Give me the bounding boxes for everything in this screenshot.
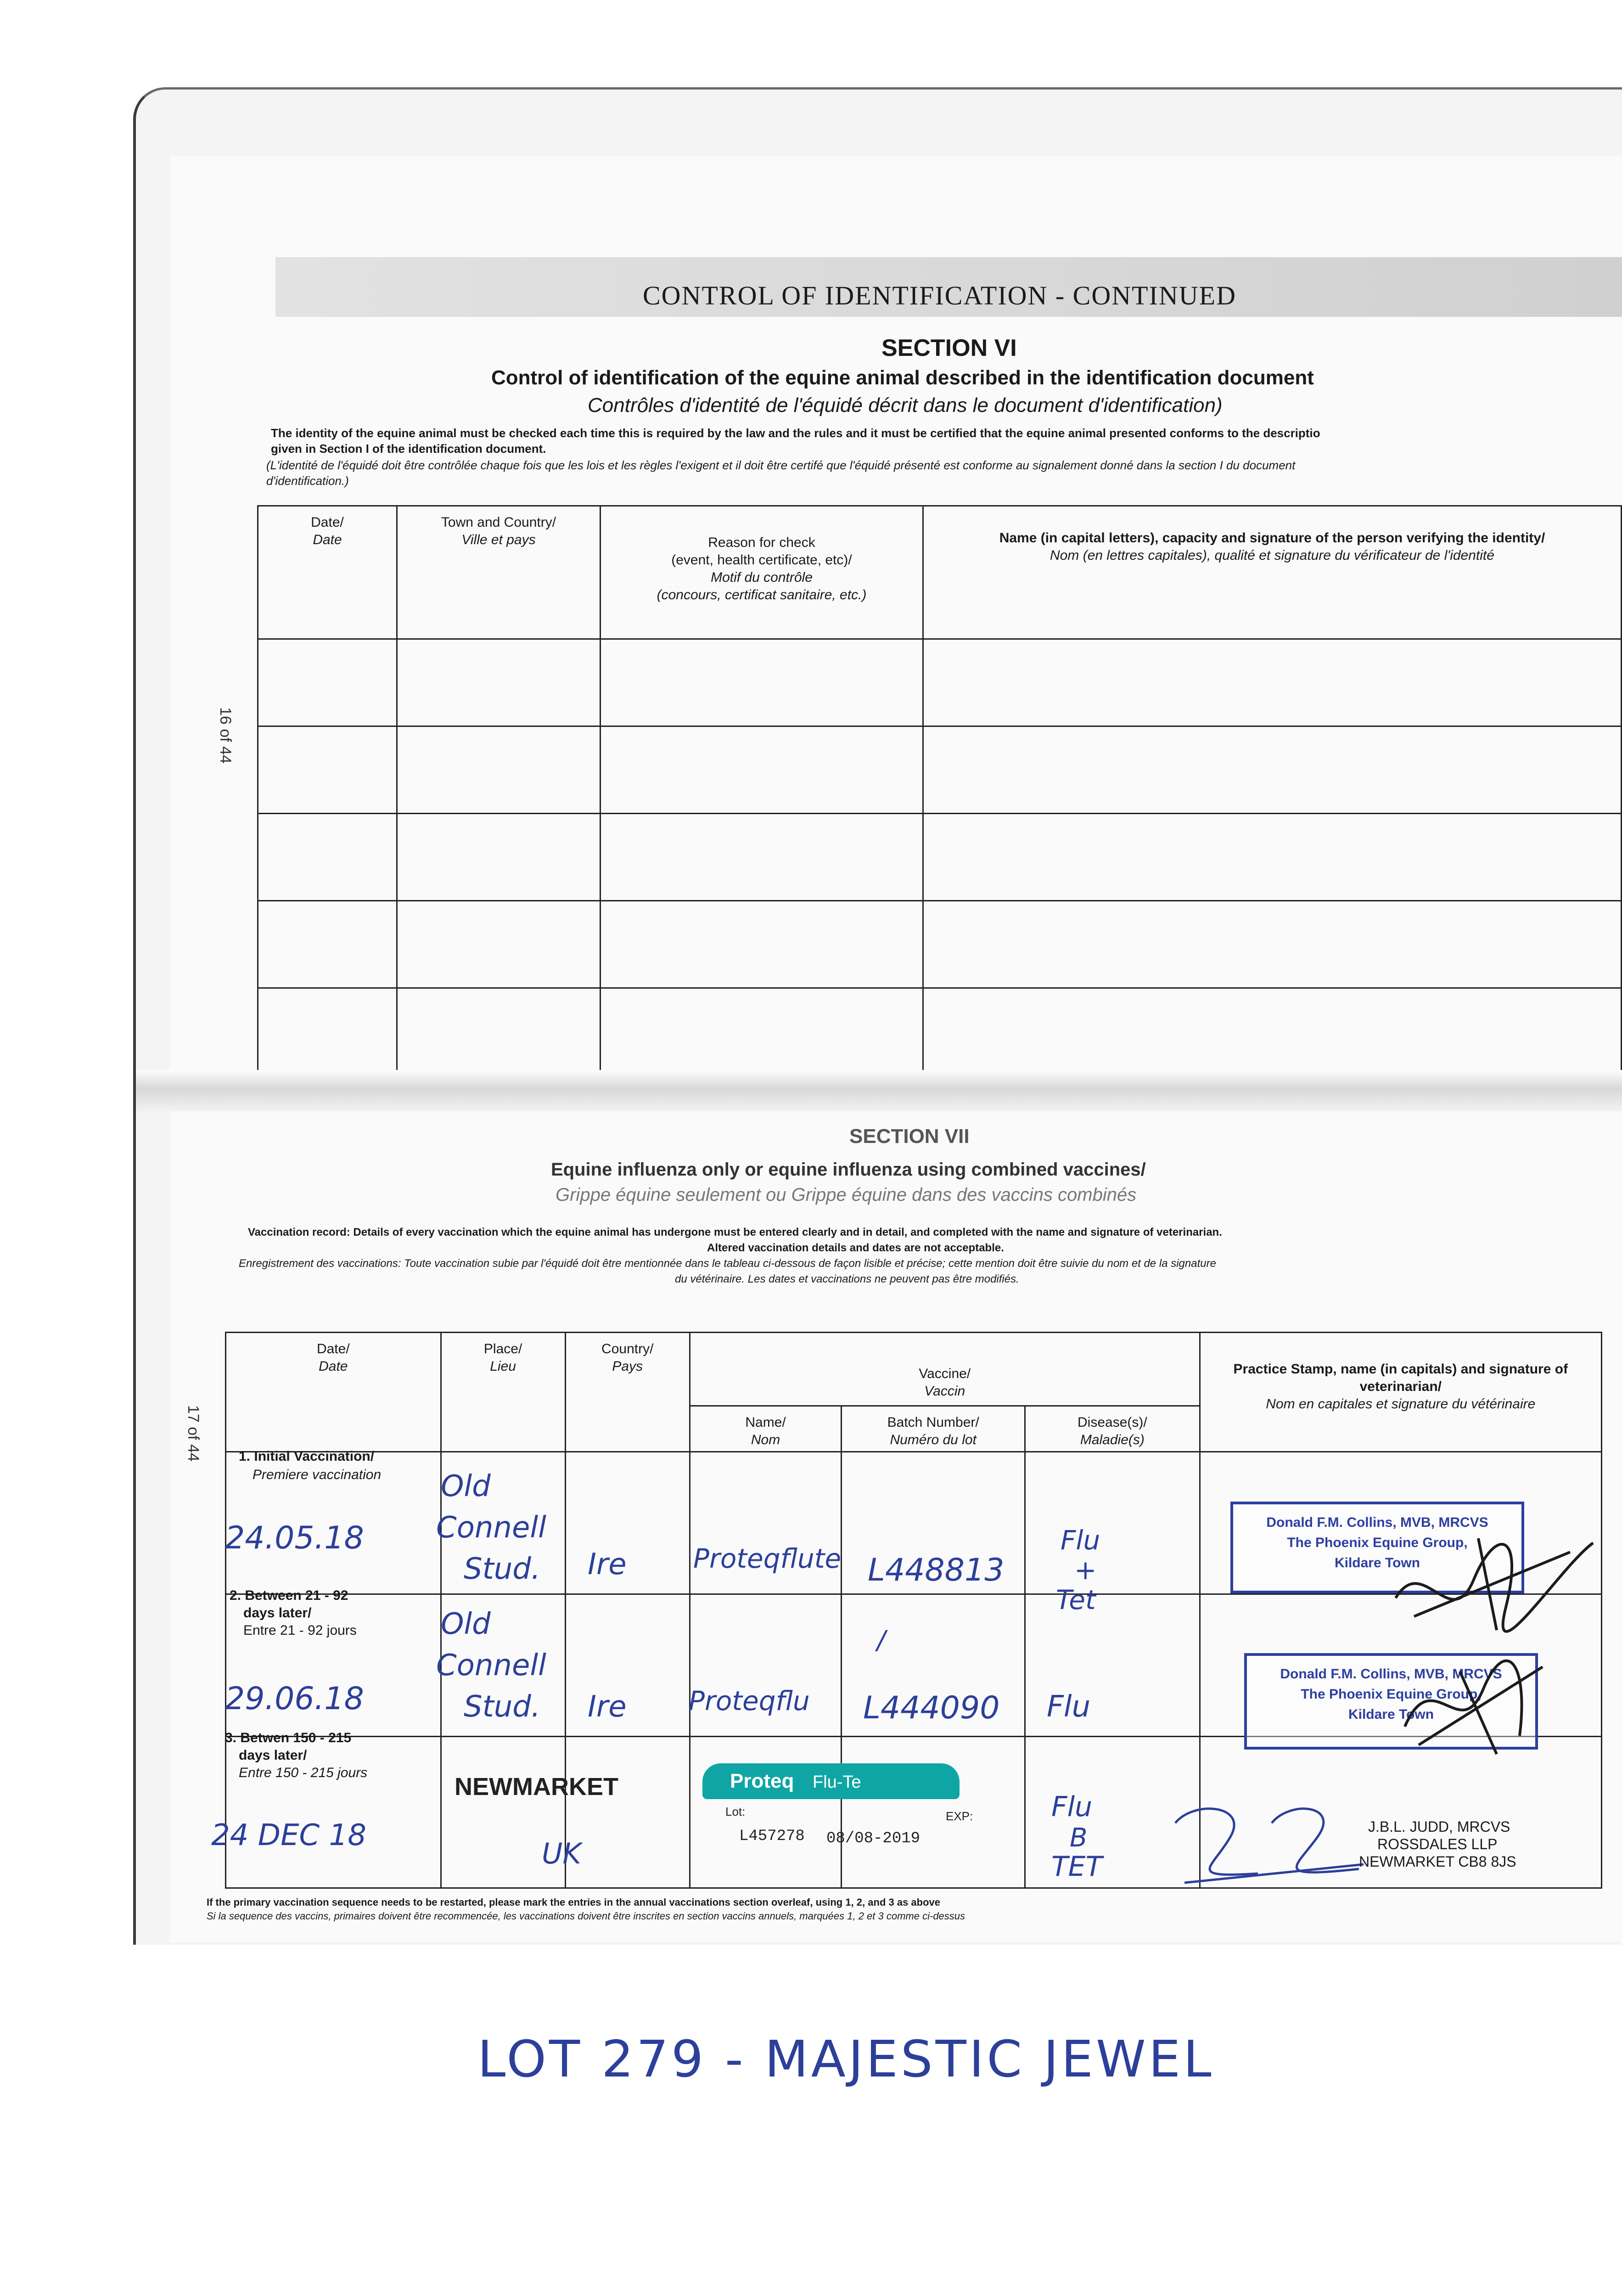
row-1-place-3: Stud. (464, 1552, 541, 1586)
check-row-1-verifier[interactable] (923, 639, 1622, 726)
row-3-vet-signature (1166, 1795, 1368, 1887)
check-row-3-town[interactable] (397, 814, 601, 901)
check-row-2-reason[interactable] (601, 726, 923, 814)
section-vii-record-fr-2: du vétérinaire. Les dates et vaccinations ne peuvent pas être modifiés. (675, 1273, 1019, 1285)
check-row-2-date[interactable] (258, 726, 397, 814)
row-3-date: 24 DEC 18 (211, 1818, 366, 1852)
section-vi-heading: SECTION VI (881, 335, 1017, 361)
row-3-disease-1: Flu (1051, 1791, 1093, 1823)
row-2-label-en-2: days later/ (243, 1605, 312, 1621)
section-vi-intro-en-2: given in Section I of the identification document. (271, 442, 546, 456)
row-3-disease-2: B (1070, 1823, 1088, 1853)
vacc-row-3-country[interactable] (565, 1737, 690, 1888)
vaccine-sticker-band (702, 1763, 960, 1799)
check-row-2-town[interactable] (397, 726, 601, 814)
vacc-col-practice-header: Practice Stamp, name (in capitals) and signature of veterinarian/ Nom en capitales et signature du vétérinaire (1200, 1333, 1601, 1452)
check-row-4-reason[interactable] (601, 901, 923, 988)
check-row-1-town[interactable] (397, 639, 601, 726)
vaccine-sticker-lot-value: L457278 (739, 1828, 805, 1845)
row-3-label-en-1: 3. Betwen 150 - 215 (225, 1730, 352, 1745)
row-1-place-1: Old (441, 1469, 491, 1503)
vacc-col-name-header: Name/ Nom (690, 1406, 841, 1452)
row-3-vaccine-label-sticker (702, 1763, 973, 1878)
col-town-header: Town and Country/ Ville et pays (397, 506, 601, 639)
section-vii-record-en-1: Vaccination record: Details of every vaccination which the equine animal has undergone must be entered clearly and in detail, and completed with the name and signature of veterinarian. (248, 1226, 1222, 1238)
row-1-vet-stamp: Donald F.M. Collins, MVB, MRCVS The Phoenix Equine Group, Kildare Town (1230, 1502, 1524, 1593)
vaccine-sticker-brand: Proteq (730, 1770, 794, 1792)
vaccine-sticker-lot-label: Lot: (725, 1805, 746, 1818)
check-row-5-date[interactable] (258, 988, 397, 1071)
check-row-1-reason[interactable] (601, 639, 923, 726)
row-2-disease: Flu (1047, 1690, 1091, 1724)
section-banner-title: CONTROL OF IDENTIFICATION - CONTINUED (643, 281, 1236, 310)
section-vi-title-fr: Contrôles d'identité de l'équidé décrit dans le document d'identification) (588, 394, 1223, 416)
identification-checks-table (257, 505, 1622, 1071)
col-date-header: Date/ Date (258, 506, 397, 639)
row-1-disease-1: Flu (1061, 1525, 1100, 1556)
row-2-batch: L444090 (863, 1690, 1000, 1726)
section-vi-intro-fr-1: (L'identité de l'équidé doit être contrôlée chaque fois que les lois et les règles l'exigent et il doit être certifé que l'équidé présenté est conforme au signalement donné dans la section I du document (266, 458, 1296, 472)
row-3-disease-3: TET (1051, 1851, 1103, 1883)
row-1-place-2: Connell (436, 1511, 546, 1545)
row-1-country: Ire (588, 1548, 627, 1581)
row-3-vet-address: NEWMARKET CB8 8JS (1359, 1853, 1516, 1870)
vacc-row-1-disease[interactable] (1025, 1452, 1200, 1594)
page-fold-shadow (136, 1070, 1622, 1111)
check-row-3-verifier[interactable] (923, 814, 1622, 901)
vaccine-sticker-exp-value: 08/08-2019 (826, 1830, 920, 1847)
row-1-vet-signature (1386, 1525, 1598, 1644)
row-3-vet-practice: ROSSDALES LLP (1377, 1836, 1498, 1852)
col-reason-header: Reason for check (event, health certificate, etc)/ Motif du contrôle (concours, certificat sanitaire, etc.) (601, 506, 923, 639)
col-verifier-header: Name (in capital letters), capacity and signature of the person verifying the identity/ Nom (en lettres capitales), qualité et signature du vérificateur de l'identité (923, 506, 1622, 639)
vacc-col-vaccine-header: Vaccine/ Vaccin (690, 1333, 1200, 1406)
row-1-vaccine-name: Proteqflute (693, 1543, 842, 1574)
vacc-row-1-country[interactable] (565, 1452, 690, 1594)
row-1-date: 24.05.18 (225, 1520, 364, 1556)
section-vii-record-en-2: Altered vaccination details and dates are not acceptable. (707, 1242, 1004, 1254)
section-vii-footnote-fr: Si la sequence des vaccins, primaires doivent être recommencée, les vaccinations doivent être inscrites en section vaccins annuels, marquées 1, 2 et 3 comme ci-dessus (207, 1910, 965, 1922)
row-1-batch: L448813 (868, 1552, 1005, 1588)
check-row-1-date[interactable] (258, 639, 397, 726)
row-3-place: NEWMARKET (455, 1773, 618, 1801)
vacc-col-batch-header: Batch Number/ Numéro du lot (842, 1406, 1025, 1452)
page-number-upper: 16 of 44 (217, 707, 234, 764)
row-1-label-fr: Premiere vaccination (253, 1467, 382, 1482)
row-1-disease-3: Tet (1056, 1584, 1096, 1615)
row-2-place-2: Connell (436, 1649, 546, 1683)
row-2-place-3: Stud. (464, 1690, 541, 1724)
section-vi-title-en: Control of identification of the equine animal described in the identification document (491, 366, 1314, 389)
vacc-col-country-header: Country/ Pays (565, 1333, 690, 1452)
page-number-lower: 17 of 44 (185, 1405, 202, 1462)
check-row-3-reason[interactable] (601, 814, 923, 901)
section-vii-heading: SECTION VII (849, 1125, 970, 1148)
section-vii-record-fr-1: Enregistrement des vaccinations: Toute vaccination subie par l'équidé doit être mentionnée dans le tableau ci-dessous de façon lisible et précise; cette mention doit être suivie du nom et de la signature (239, 1257, 1216, 1270)
check-row-5-reason[interactable] (601, 988, 923, 1071)
row-2-vet-stamp: Donald F.M. Collins, MVB, MRCVS The Phoenix Equine Group, Kildare Town (1244, 1653, 1538, 1750)
row-3-country: UK (542, 1837, 582, 1870)
vaccine-sticker-exp-label: EXP: (946, 1809, 973, 1823)
section-vii-footnote-en: If the primary vaccination sequence needs to be restarted, please mark the entries in the annual vaccinations section overleaf, using 1, 2, and 3 as above (207, 1896, 941, 1908)
check-row-2-verifier[interactable] (923, 726, 1622, 814)
row-2-vet-signature (1391, 1644, 1566, 1763)
row-2-batch-mark: / (877, 1626, 886, 1655)
row-3-vet-name: J.B.L. JUDD, MRCVS (1368, 1818, 1510, 1835)
vacc-col-date-header: Date/ Date (226, 1333, 441, 1452)
vacc-col-disease-header: Disease(s)/ Maladie(s) (1025, 1406, 1200, 1452)
check-row-4-town[interactable] (397, 901, 601, 988)
check-row-5-verifier[interactable] (923, 988, 1622, 1071)
row-3-label-en-2: days later/ (239, 1748, 307, 1763)
row-2-vaccine-name: Proteqflu (689, 1685, 810, 1716)
check-row-3-date[interactable] (258, 814, 397, 901)
section-vii-title-fr: Grippe équine seulement ou Grippe équine dans des vaccins combinés (556, 1185, 1137, 1205)
row-1-disease-2: + (1074, 1554, 1097, 1586)
row-2-label-fr: Entre 21 - 92 jours (243, 1623, 357, 1638)
row-1-label-en: 1. Initial Vaccination/ (239, 1449, 375, 1464)
row-2-date: 29.06.18 (225, 1681, 364, 1717)
row-3-label-fr: Entre 150 - 215 jours (239, 1765, 368, 1780)
row-2-country: Ire (588, 1690, 627, 1724)
row-2-place-1: Old (441, 1607, 491, 1641)
vacc-col-place-header: Place/ Lieu (441, 1333, 565, 1452)
section-vi-intro-fr-2: d'identification.) (266, 474, 349, 488)
vaccine-sticker-subtitle: Flu-Te (813, 1773, 861, 1792)
check-row-5-town[interactable] (397, 988, 601, 1071)
vacc-row-2-country[interactable] (565, 1594, 690, 1737)
row-2-label-en-1: 2. Between 21 - 92 (230, 1588, 348, 1603)
section-vii-title-en: Equine influenza only or equine influenza using combined vaccines/ (551, 1159, 1146, 1180)
section-vi-intro-en-1: The identity of the equine animal must be checked each time this is required by the law and the rules and it must be certified that the equine animal presented conforms to the descriptio (271, 426, 1320, 440)
check-row-4-date[interactable] (258, 901, 397, 988)
check-row-4-verifier[interactable] (923, 901, 1622, 988)
lot-note: LOT 279 - MAJESTIC JEWEL (477, 2030, 1214, 2088)
